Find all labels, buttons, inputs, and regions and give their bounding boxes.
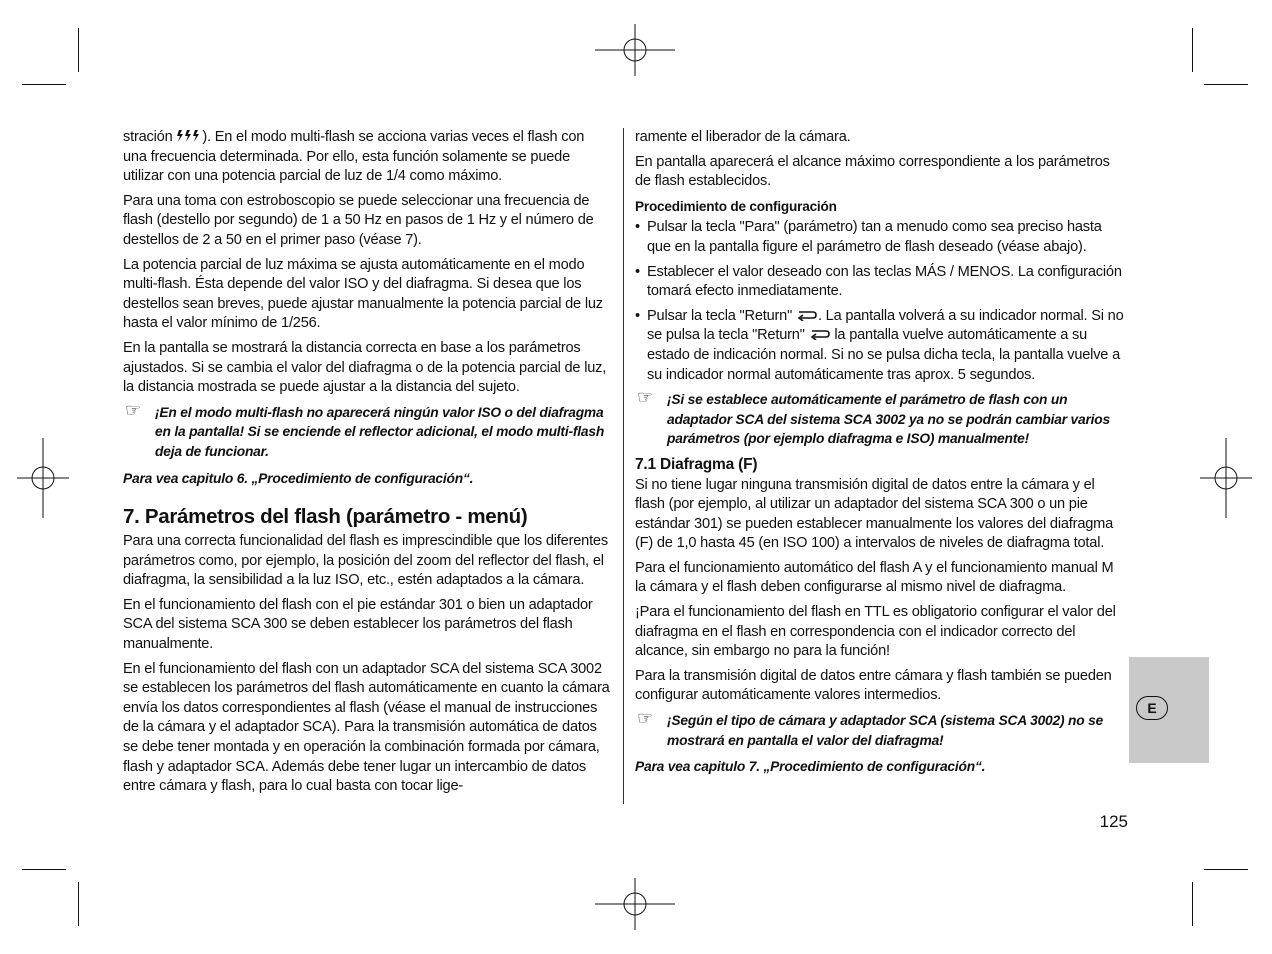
list-item: [635, 263, 1127, 302]
paragraph-ttl: ¡Para el funcionamiento del flash en TTL es obligatorio configurar el valor del diafragma en el flash en correspondencia con el indicador correcto del alcance, sin embargo no para la función!: [635, 604, 1116, 660]
paragraph-sca3002: En el funcionamiento del flash con un adaptador SCA del sistema SCA 3002 se establecen los parámetros del flash automáticamente en cuanto la cámara envía los datos correspondientes al flash (véase el manual de instrucciones de la cámara y el adaptador SCA). Para la transmisión automática de datos se debe tener montada y en operación la combinación formada por cámara, flash y adaptador SCA. Además debe tener lugar un intercambio de datos entre cámara y flash, para lo cual basta con tocar lige-: [123, 660, 610, 795]
pointing-hand-icon: ☞: [125, 399, 141, 420]
registration-mark-right: [1186, 438, 1266, 518]
paragraph-max-range: En pantalla aparecerá el alcance máximo correspondiente a los parámetros de flash establecidos.: [635, 153, 1110, 190]
text: ). En el modo multi-flash se acciona varias veces el flash con una frecuencia determinada. Por ello, esta función solamente se puede utilizar con una potencia parcial de luz de 1/4 como máximo.: [123, 129, 585, 185]
list-item: [635, 218, 1127, 257]
paragraph-continuation: ramente el liberador de la cámara.: [635, 129, 851, 145]
reference-chapter-6: Para vea capitulo 6. „Procedimiento de configuración“.: [123, 470, 474, 486]
registration-mark-left: [3, 438, 83, 518]
pointing-hand-icon: ☞: [637, 708, 653, 729]
paragraph-sca300: En el funcionamiento del flash con el pie estándar 301 o bien un adaptador SCA del sistema SCA 300 se deben establecer los parámetros del flash manualmente.: [123, 596, 593, 653]
note-text: ¡Si se establece automáticamente el parámetro de flash con un adaptador SCA del sistema SCA 3002 ya no se podrán cambiar varios parámetros (por ejemplo diafragma e ISO) manualmente!: [667, 392, 1110, 447]
return-arrow-icon: [809, 328, 831, 340]
list-item-text: la pantalla vuelve automáticamente a su estado de indicación normal. Si no se pulsa dicha tecla, la pantalla vuelve a su indicador normal automáticamente tras aprox. 5 segundos.: [647, 327, 1120, 383]
return-arrow-icon: [796, 309, 818, 321]
note-text: ¡Según el tipo de cámara y adaptador SCA (sistema SCA 3002) no se mostrará en pantalla el valor del diafragma!: [667, 713, 1104, 748]
crop-mark: [1204, 869, 1248, 870]
crop-mark: [78, 882, 79, 926]
bullet-marker: •: [635, 219, 640, 236]
note-text: ¡En el modo multi-flash no aparecerá ningún valor ISO o del diafragma en la pantalla! Si se enciende el reflector adicional, el modo multi-flash deja de funcionar.: [155, 404, 605, 459]
language-badge: E: [1136, 696, 1168, 720]
section-heading-7: 7. Parámetros del flash (parámetro - menú): [123, 505, 528, 529]
bullet-marker: •: [635, 307, 640, 324]
pointing-hand-icon: ☞: [637, 387, 653, 408]
crop-mark: [22, 84, 66, 85]
note-aperture-display: [635, 708, 1127, 750]
crop-mark: [1192, 882, 1193, 926]
note-multiflash: [123, 399, 611, 462]
list-item-text: . La pantalla volverá a su indicador normal. Si no se pulsa la tecla "Return": [647, 307, 1124, 344]
paragraph-multiflash-intro: [123, 128, 611, 187]
multi-flash-icon: [176, 129, 202, 143]
paragraph-distance: En la pantalla se mostrará la distancia correcta en base a los parámetros ajustados. Si se cambia el valor del diafragma o de la potencia parcial de luz, la distancia mostrada se puede ajustar a la distancia del sujeto.: [123, 339, 607, 396]
left-column: [123, 128, 611, 802]
crop-mark: [1192, 28, 1193, 72]
paragraph-manual-aperture: Si no tiene lugar ninguna transmisión digital de datos entre la cámara y el flash (por ejemplo, al utilizar un adaptador del sistema SCA 300 o un pie estándar 301) se pueden establecer manualmente los valores del diafragma (F) de 1,0 hasta 45 (en ISO 100) a intervalos de niveles de diafragma total.: [635, 476, 1114, 552]
bullet-marker: •: [635, 263, 640, 280]
list-item-text: Pulsar la tecla "Return": [647, 307, 796, 324]
registration-mark-top: [595, 10, 675, 90]
paragraph-parameters-intro: Para una correcta funcionalidad del flash es imprescindible que los diferentes parámetros como, por ejemplo, la posición del zoom del reflector del flash, el diafragma, la sensibilidad a la luz ISO, etc., estén adaptados a la cámara.: [123, 533, 608, 589]
reference-chapter-7: Para vea capitulo 7. „Procedimiento de configuración“.: [635, 759, 986, 775]
text: stración: [123, 129, 177, 145]
paragraph-partial-power: La potencia parcial de luz máxima se ajusta automáticamente en el modo multi-flash. Ésta depende del valor ISO y del diafragma. Si desea que los destellos sean breves, puede ajustar manualmente la potencia parcial de luz hasta el valor mínimo de 1/256.: [123, 256, 603, 332]
subheading-procedure: Procedimiento de configuración: [635, 198, 837, 214]
paragraph-digital-transfer: Para la transmisión digital de datos entre cámara y flash también se pueden configurar automáticamente valores intermedios.: [635, 667, 1112, 704]
section-heading-7-1: 7.1 Diafragma (F): [635, 455, 758, 473]
registration-mark-bottom: [595, 864, 675, 944]
crop-mark: [1204, 84, 1248, 85]
paragraph-stroboscope: Para una toma con estroboscopio se puede seleccionar una frecuencia de flash (destello por segundo) de 1 a 50 Hz en pasos de 1 Hz y el número de destellos de 2 a 50 en el primer paso (véase 7).: [123, 192, 594, 248]
crop-mark: [78, 28, 79, 72]
list-item-text: Pulsar la tecla "Para" (parámetro) tan a menudo como sea preciso hasta que en la pantalla figure el parámetro de flash deseado (véase abajo).: [647, 219, 1102, 255]
note-sca3002: [635, 387, 1127, 449]
list-item-text: Establecer el valor deseado con las teclas MÁS / MENOS. La configuración tomará efecto inmediatamente.: [647, 263, 1122, 300]
crop-mark: [22, 869, 66, 870]
paragraph-auto-manual: Para el funcionamiento automático del flash A y el funcionamiento manual M la cámara y el flash deben configurarse al mismo nivel de diafragma.: [635, 559, 1114, 596]
list-item: [635, 307, 1127, 385]
right-column: [635, 128, 1127, 777]
column-divider: [623, 128, 624, 804]
page-number: 125: [1099, 812, 1128, 831]
